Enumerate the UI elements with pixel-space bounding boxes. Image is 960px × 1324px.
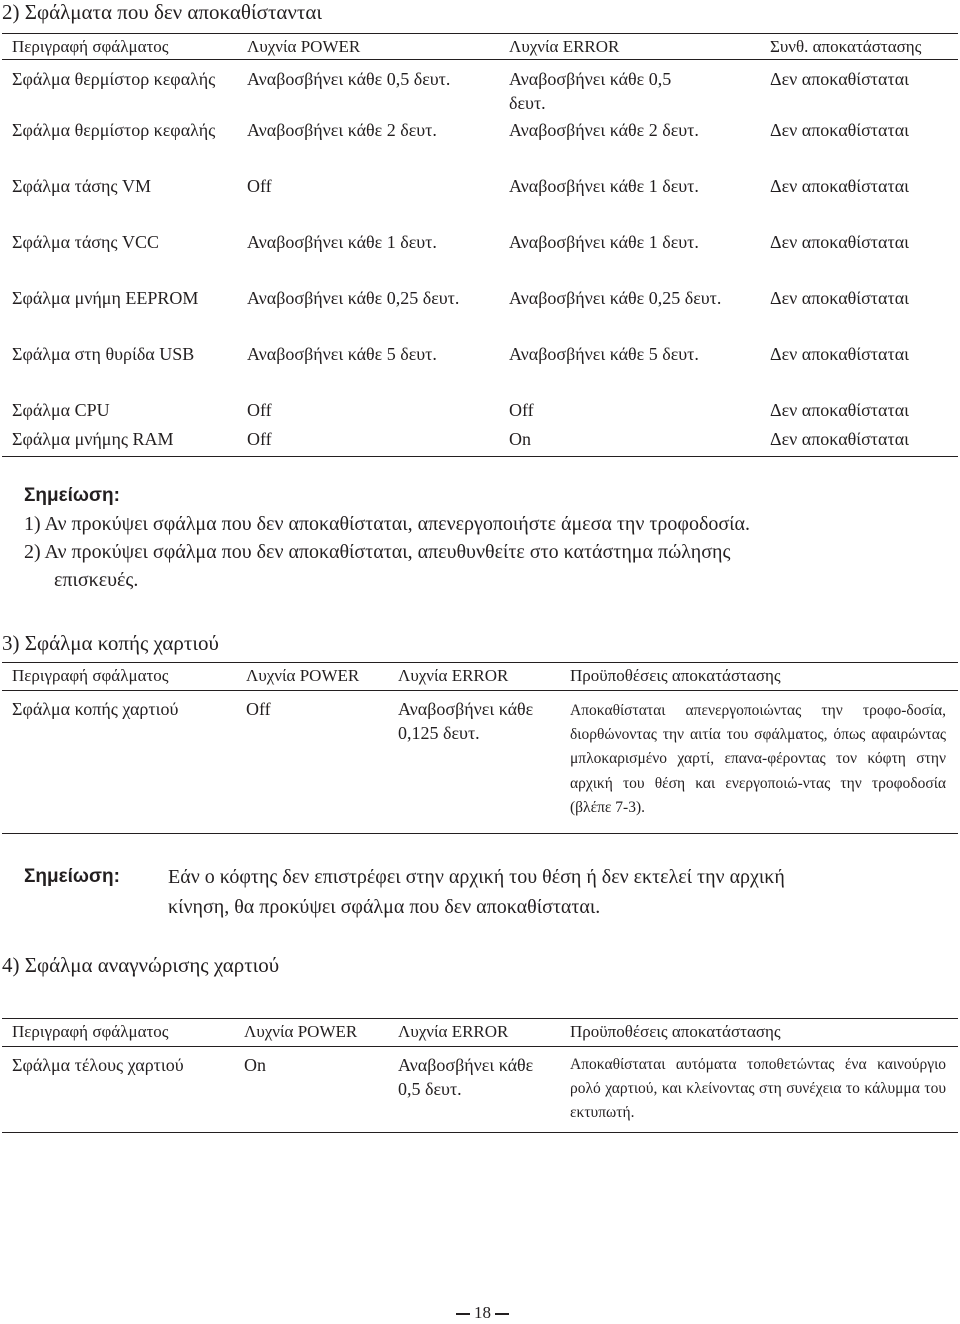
table-row [2,395,958,426]
col-header-power: Λυχνία POWER [237,34,499,60]
col-header-recovery: Συνθ. αποκατάστασης [760,34,958,60]
page-number [452,1303,513,1323]
col-header-recovery: Προϋποθέσεις αποκατάστασης [560,663,958,691]
note2-line1: Εάν ο κόφτης δεν επιστρέφει στην αρχική του θέση ή δεν εκτελεί την αρχική [168,866,785,888]
cell: Αναβοσβήνει κάθε 0,5 δευτ. [388,1047,560,1133]
cell: Σφάλμα CPU [12,400,110,420]
cell: Δεν αποκαθίσταται [770,344,909,364]
page-number-value: 18 [474,1303,491,1322]
cutter-error-table [2,662,958,834]
cell: Off [509,400,534,420]
table-row [2,283,958,339]
cell: Σφάλμα τάσης VCC [12,232,160,252]
cell: Αναβοσβήνει κάθε 5 δευτ. [509,344,699,364]
cell: Δεν αποκαθίσταται [770,232,909,252]
cell: Αναβοσβήνει κάθε 0,5 δευτ. [509,69,672,113]
table-row [2,691,958,834]
cell: Αναβοσβήνει κάθε 2 δευτ. [509,120,699,140]
cell: Αποκαθίσταται απενεργοποιώντας την τροφο-δοσία, διορθώνοντας την αιτία του σφάλματος, όπως αφαιρώντας μπλοκαρισμένο χαρτί, επανα-φέροντας τον κόφτη στην αρχική του θέση και ενεργοποιώ-ντας την τροφοδοσία (βλέπε 7-3). [560,691,958,834]
table-header-row [2,1019,958,1047]
cell: Σφάλμα θερμίστορ κεφαλής [12,69,216,89]
col-header-description: Περιγραφή σφάλματος [2,34,237,60]
cell: On [499,426,760,456]
table-row [2,60,958,116]
section4-heading: 4) Σφάλμα αναγνώρισης χαρτιού [2,953,280,977]
table-row [2,426,958,456]
note1-line2: 2) Αν προκύψει σφάλμα που δεν αποκαθίσταται, απευθυνθείτε στο κατάστημα πώλησης [24,541,731,563]
cell: Σφάλμα κοπής χαρτιού [2,691,236,834]
note1-title: Σημείωση: [24,485,120,506]
table-row [2,1047,958,1133]
section2-heading: 2) Σφάλματα που δεν αποκαθίστανται [2,0,322,24]
cell: Σφάλμα μνήμη EEPROM [12,288,199,308]
cell: Αναβοσβήνει κάθε 0,5 δευτ. [247,69,451,89]
table-row [2,339,958,395]
cell: Δεν αποκαθίσταται [760,426,958,456]
table-row [2,171,958,227]
cell: Σφάλμα θερμίστορ κεφαλής [12,120,216,140]
col-header-description: Περιγραφή σφάλματος [2,1019,234,1047]
cell: Αναβοσβήνει κάθε 5 δευτ. [247,344,437,364]
cell: Σφάλμα τέλους χαρτιού [2,1047,234,1133]
col-header-error: Λυχνία ERROR [388,663,560,691]
cell: Off [236,691,388,834]
table-row [2,227,958,283]
note1-line1: 1) Αν προκύψει σφάλμα που δεν αποκαθίσταται, απενεργοποιήστε άμεσα την τροφοδοσία. [24,513,751,535]
note1 [24,482,954,594]
page-number-dash-right [495,1313,509,1314]
cell: Δεν αποκαθίσταται [770,288,909,308]
table-header-row [2,663,958,691]
cell: Αναβοσβήνει κάθε 2 δευτ. [247,120,437,140]
cell: On [234,1047,388,1133]
cell: Αποκαθίσταται αυτόματα τοποθετώντας ένα καινούργιο ρολό χαρτιού, και κλείνοντας στη συνέχεια το κάλυμμα του εκτυπωτή. [560,1047,958,1133]
table-row [2,115,958,171]
col-header-error: Λυχνία ERROR [388,1019,560,1047]
table-header-row [2,34,958,60]
section3-heading: 3) Σφάλμα κοπής χαρτιού [2,631,219,655]
note1-line2-continued: επισκευές. [54,569,139,591]
unrecoverable-errors-table [2,33,958,457]
note2-line2: κίνηση, θα προκύψει σφάλμα που δεν αποκαθίσταται. [168,896,601,918]
cell: Σφάλμα τάσης VM [12,176,152,196]
col-header-power: Λυχνία POWER [236,663,388,691]
cell: Δεν αποκαθίσταται [770,120,909,140]
note2-title: Σημείωση: [24,866,120,887]
cell: Αναβοσβήνει κάθε 1 δευτ. [509,176,699,196]
cell: Αναβοσβήνει κάθε 1 δευτ. [247,232,437,252]
page-number-dash-left [456,1313,470,1314]
col-header-recovery: Προϋποθέσεις αποκατάστασης [560,1019,958,1047]
cell: Δεν αποκαθίσταται [770,400,909,420]
col-header-power: Λυχνία POWER [234,1019,388,1047]
cell: Αναβοσβήνει κάθε 0,25 δευτ. [247,288,460,308]
cell: Off [247,176,272,196]
cell: Off [237,426,499,456]
cell: Δεν αποκαθίσταται [770,69,909,89]
cell: Σφάλμα στη θυρίδα USB [12,344,195,364]
col-header-description: Περιγραφή σφάλματος [2,663,236,691]
cell: Δεν αποκαθίσταται [770,176,909,196]
cell: Σφάλμα μνήμης RAM [2,426,237,456]
cell: Αναβοσβήνει κάθε 0,25 δευτ. [509,288,722,308]
cell: Αναβοσβήνει κάθε 1 δευτ. [509,232,699,252]
col-header-error: Λυχνία ERROR [499,34,760,60]
cell: Off [247,400,272,420]
cell: Αναβοσβήνει κάθε 0,125 δευτ. [388,691,560,834]
paper-detection-error-table [2,1018,958,1133]
